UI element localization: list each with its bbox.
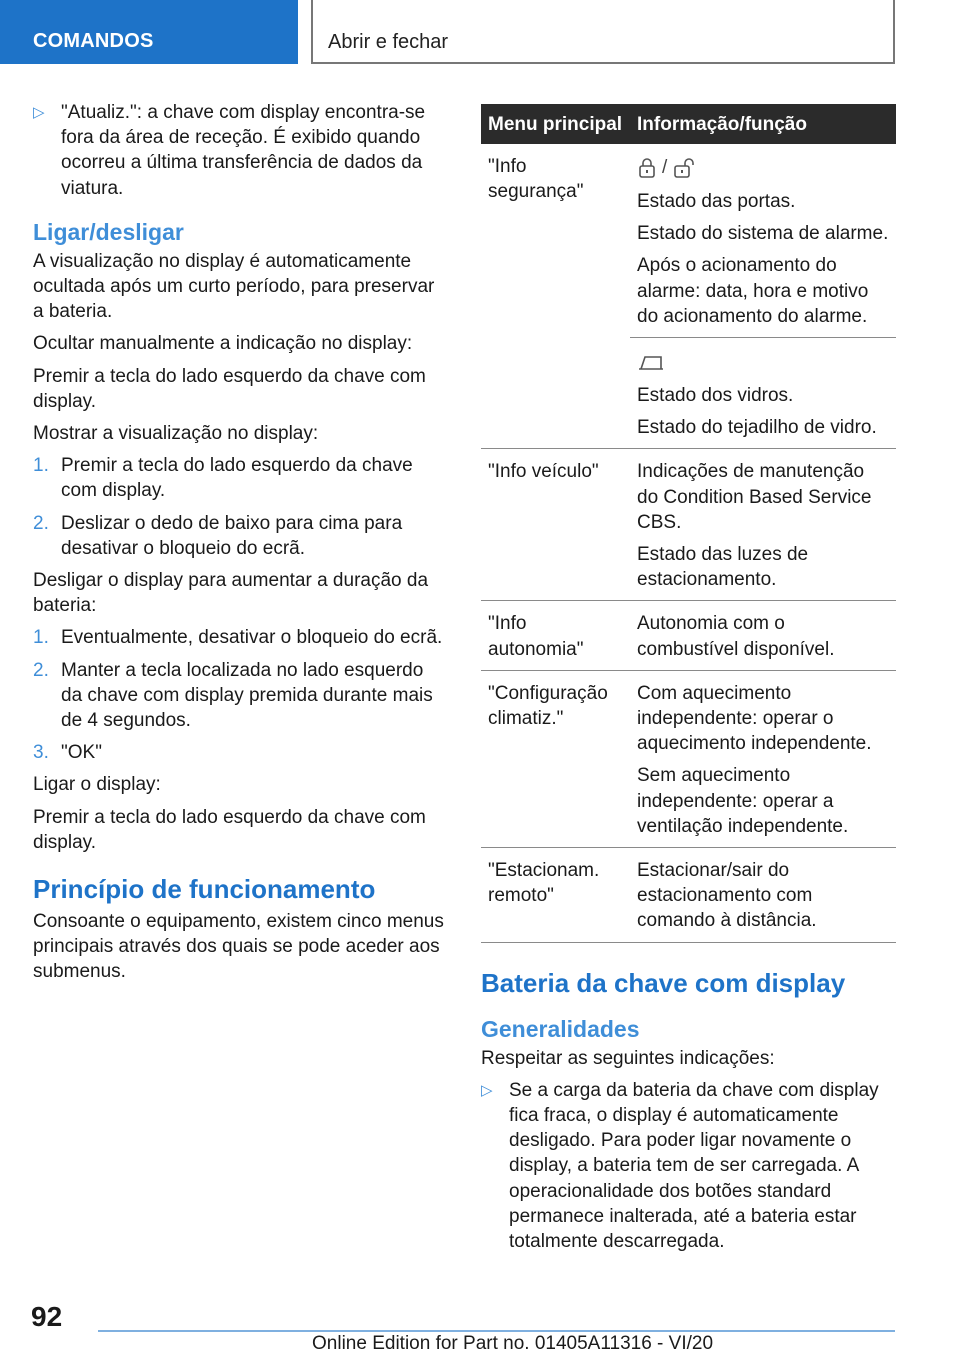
bullet-text: "Atualiz.": a chave com display encontra-se fora da área de receção. É exibido quando ocorreu a última transferência de dados da viatura. (61, 102, 426, 199)
table-row (481, 449, 896, 601)
numbered-item (33, 453, 449, 503)
triangle-bullet-icon: ▷ (481, 1081, 493, 1099)
paragraph: Desligar o display para aumentar a duração da bateria: (33, 570, 429, 617)
info-line: Estado das luzes de estacionamento. (637, 544, 809, 591)
info-cell (630, 670, 896, 847)
info-cell (630, 601, 896, 670)
info-line: Estacionar/sair do estacionamento com comando à distância. (637, 860, 817, 932)
footer-edition: Online Edition for Part no. 01405A11316 - VI/20 (312, 1333, 714, 1354)
right-column (481, 100, 896, 1261)
heading-generalidades: Generalidades (481, 1015, 640, 1042)
numbered-item (33, 658, 449, 734)
step-number: 3. (33, 742, 49, 764)
info-line: Autonomia com o combustível disponível. (637, 613, 835, 660)
menu-cell: "Info segurança" (481, 144, 630, 449)
info-cell (630, 338, 896, 449)
info-line: Sem aquecimento independente: operar a ventilação independente. (637, 765, 849, 837)
table-row (481, 670, 896, 847)
triangle-bullet-icon: ▷ (33, 104, 45, 121)
chapter-title: Abrir e fechar (311, 0, 895, 64)
step-text: Premir a tecla do lado esquerdo da chave com display. (61, 455, 413, 502)
paragraph: Ligar o display: (33, 774, 161, 796)
info-line: Com aquecimento independente: operar o aquecimento independente. (637, 682, 872, 755)
section-tab: COMANDOS (0, 0, 298, 64)
step-text: Deslizar o dedo de baixo para cima para desativar o bloqueio do ecrã. (61, 512, 403, 559)
info-cell (630, 848, 896, 943)
table-header-row (481, 104, 896, 144)
paragraph: Premir a tecla do lado esquerdo da chave com display. (33, 806, 426, 853)
info-line: Estado do tejadilho de vidro. (637, 417, 877, 439)
bullet-text: Se a carga da bateria da chave com display fica fraca, o display é automaticamente desligado. Para poder ligar novamente o display, a bateria tem de ser carregada. A operacionalidade dos botões standard permanece inalterada, até a bateria estar totalmente descarregada. (509, 1079, 879, 1253)
heading-bateria: Bateria da chave com display (481, 967, 846, 998)
menu-cell: "Configuração climatiz." (481, 670, 630, 847)
table-row (481, 848, 896, 943)
step-number: 2. (33, 659, 49, 681)
column-header-info: Informação/função (630, 104, 896, 144)
info-line: Estado do sistema de alarme. (637, 223, 889, 245)
column-header-menu: Menu principal (481, 104, 630, 144)
table-row (481, 601, 896, 670)
heading-principio: Princípio de funcionamento (33, 874, 376, 905)
car-window-icon (637, 351, 665, 373)
page-number: 92 (31, 1301, 63, 1332)
step-text: Manter a tecla localizada no lado esquerdo da chave com display premida durante mais de 4 segundos. (61, 659, 433, 732)
menu-table (481, 104, 896, 943)
paragraph: Mostrar a visualização no display: (33, 423, 319, 445)
step-text: Eventualmente, desativar o bloqueio do ecrã. (61, 627, 443, 649)
footer-divider (98, 1330, 895, 1332)
menu-cell: "Info autonomia" (481, 601, 630, 670)
list-item (33, 100, 449, 201)
menu-cell: "Estacionam. remoto" (481, 848, 630, 943)
paragraph: Ocultar manualmente a indicação no display: (33, 333, 413, 355)
table-row (481, 144, 896, 338)
heading-ligar-desligar: Ligar/desligar (33, 218, 184, 245)
paragraph: Premir a tecla do lado esquerdo da chave com display. (33, 365, 426, 412)
numbered-item (33, 511, 449, 561)
info-cell (630, 449, 896, 601)
info-cell (630, 144, 896, 338)
paragraph: A visualização no display é automaticamente ocultada após um curto período, para preservar a bateria. (33, 250, 435, 323)
step-text: "OK" (61, 742, 102, 764)
numbered-item (33, 625, 449, 650)
lock-open-icon (672, 157, 700, 179)
step-number: 1. (33, 455, 49, 477)
step-number: 1. (33, 627, 49, 649)
paragraph: Consoante o equipamento, existem cinco menus principais através dos quais se pode aceder aos submenus. (33, 911, 444, 983)
door-icons (637, 154, 890, 182)
numbered-item (33, 740, 449, 765)
paragraph: Respeitar as seguintes indicações: (481, 1047, 775, 1069)
info-line: Após o acionamento do alarme: data, hora e motivo do acionamento do alarme. (637, 255, 869, 327)
menu-cell: "Info veículo" (481, 449, 630, 601)
step-number: 2. (33, 512, 49, 534)
info-line: Estado das portas. (637, 191, 796, 212)
icon-separator: / (662, 157, 668, 179)
info-line: Estado dos vidros. (637, 385, 794, 407)
left-column (33, 100, 449, 992)
window-icon-row (637, 348, 890, 376)
lock-closed-icon (637, 157, 657, 179)
info-line: Indicações de manutenção do Condition Based Service CBS. (637, 461, 872, 533)
list-item (481, 1078, 896, 1254)
